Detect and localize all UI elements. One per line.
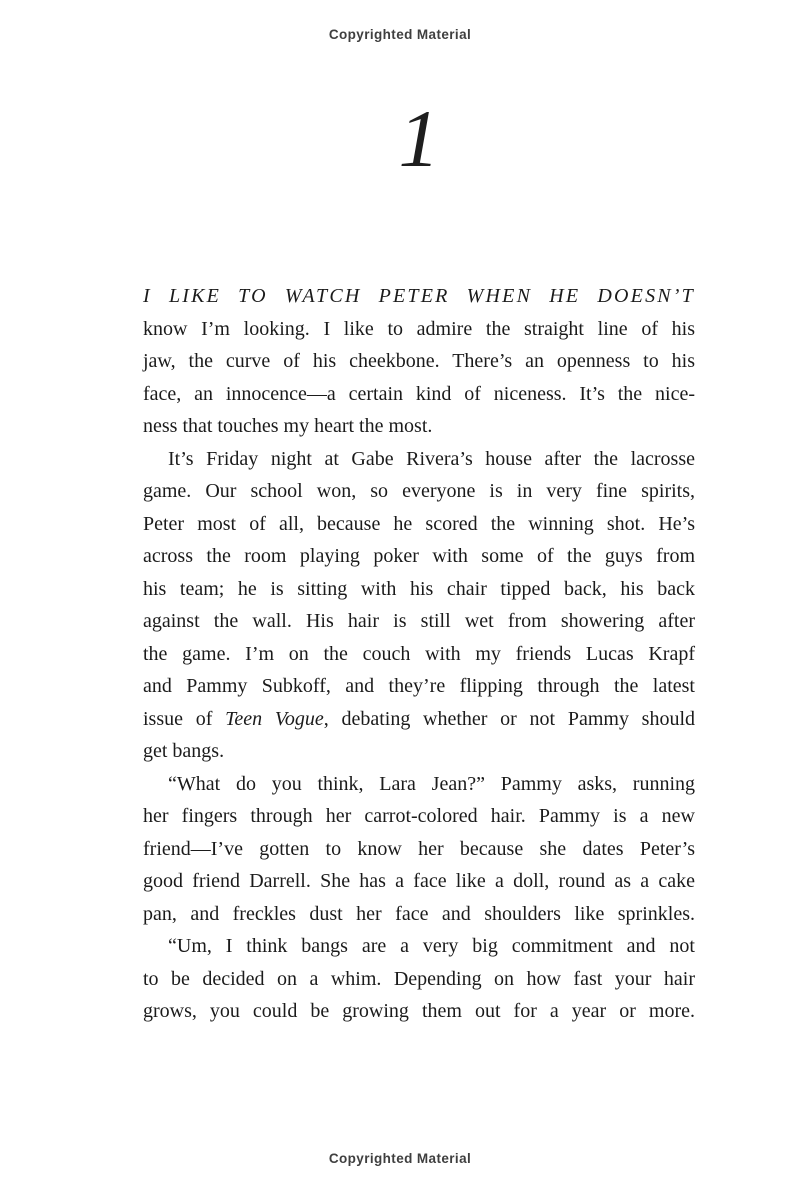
book-title-italic: Teen Vogue	[225, 707, 324, 730]
text-line	[143, 443, 695, 476]
paragraph	[143, 313, 695, 443]
text-segment: get bangs.	[143, 740, 225, 762]
text-segment: her fingers through her carrot-colored hair. Pammy is a new	[143, 805, 695, 827]
text-segment: face, an innocence—a certain kind of niceness. It’s the nice-	[143, 382, 695, 405]
text-line	[143, 865, 695, 898]
text-segment: his team; he is sitting with his chair tipped back, his back	[143, 577, 695, 600]
paragraph	[143, 768, 695, 931]
text-line	[143, 313, 695, 346]
text-segment: issue of	[143, 707, 226, 730]
paragraph	[143, 443, 695, 768]
text-line	[143, 378, 695, 411]
text-line	[143, 833, 695, 866]
text-line	[143, 703, 695, 736]
text-line	[143, 573, 695, 606]
copyright-notice-bottom: Copyrighted Material	[328, 1151, 472, 1166]
text-segment: , debating whether or not Pammy should	[323, 707, 696, 730]
text-segment: to be decided on a whim. Depending on how fast your hair	[143, 967, 695, 990]
text-line	[143, 670, 695, 703]
text-segment: pan, and freckles dust her face and shoulders like sprinkles.	[143, 902, 695, 925]
text-line	[143, 735, 695, 768]
text-segment: and Pammy Subkoff, and they’re flipping through the latest	[143, 675, 695, 697]
text-line	[143, 475, 695, 508]
text-line	[143, 995, 695, 1028]
text-segment: good friend Darrell. She has a face like a doll, round as a cake	[143, 870, 695, 892]
text-line	[143, 768, 695, 801]
text-segment: “Um, I think bangs are a very big commitment and not	[168, 935, 695, 957]
text-segment: Peter most of all, because he scored the winning shot. He’s	[143, 512, 695, 535]
text-line	[143, 345, 695, 378]
text-segment: the game. I’m on the couch with my friends Lucas Krapf	[143, 642, 695, 665]
text-line	[143, 605, 695, 638]
copyright-notice-top: Copyrighted Material	[328, 27, 472, 42]
text-line	[143, 540, 695, 573]
text-segment: jaw, the curve of his cheekbone. There’s an openness to his	[143, 350, 695, 372]
text-segment: It’s Friday night at Gabe Rivera’s house after the lacrosse	[168, 447, 695, 470]
text-segment: “What do you think, Lara Jean?” Pammy asks, running	[168, 772, 695, 795]
text-line	[143, 963, 695, 996]
text-line	[143, 410, 695, 443]
text-line	[143, 638, 695, 671]
text-line	[143, 508, 695, 541]
text-line	[143, 898, 695, 931]
text-segment: know I’m looking. I like to admire the straight line of his	[143, 317, 695, 340]
body-text	[143, 280, 695, 1028]
text-line	[143, 800, 695, 833]
text-segment: game. Our school won, so everyone is in very fine spirits,	[143, 480, 695, 502]
text-line	[143, 930, 695, 963]
text-segment: against the wall. His hair is still wet from showering after	[143, 610, 695, 632]
text-segment: across the room playing poker with some of the guys from	[143, 545, 695, 567]
chapter-number: 1	[398, 93, 440, 184]
text-segment: ness that touches my heart the most.	[143, 415, 433, 437]
text-segment: friend—I’ve gotten to know her because she dates Peter’s	[143, 837, 695, 860]
text-segment: grows, you could be growing them out for a year or more.	[143, 1000, 695, 1022]
paragraphs	[143, 313, 695, 1028]
opening-line: I LIKE TO WATCH PETER WHEN HE DOESN’T	[143, 285, 695, 307]
paragraph	[143, 930, 695, 1028]
